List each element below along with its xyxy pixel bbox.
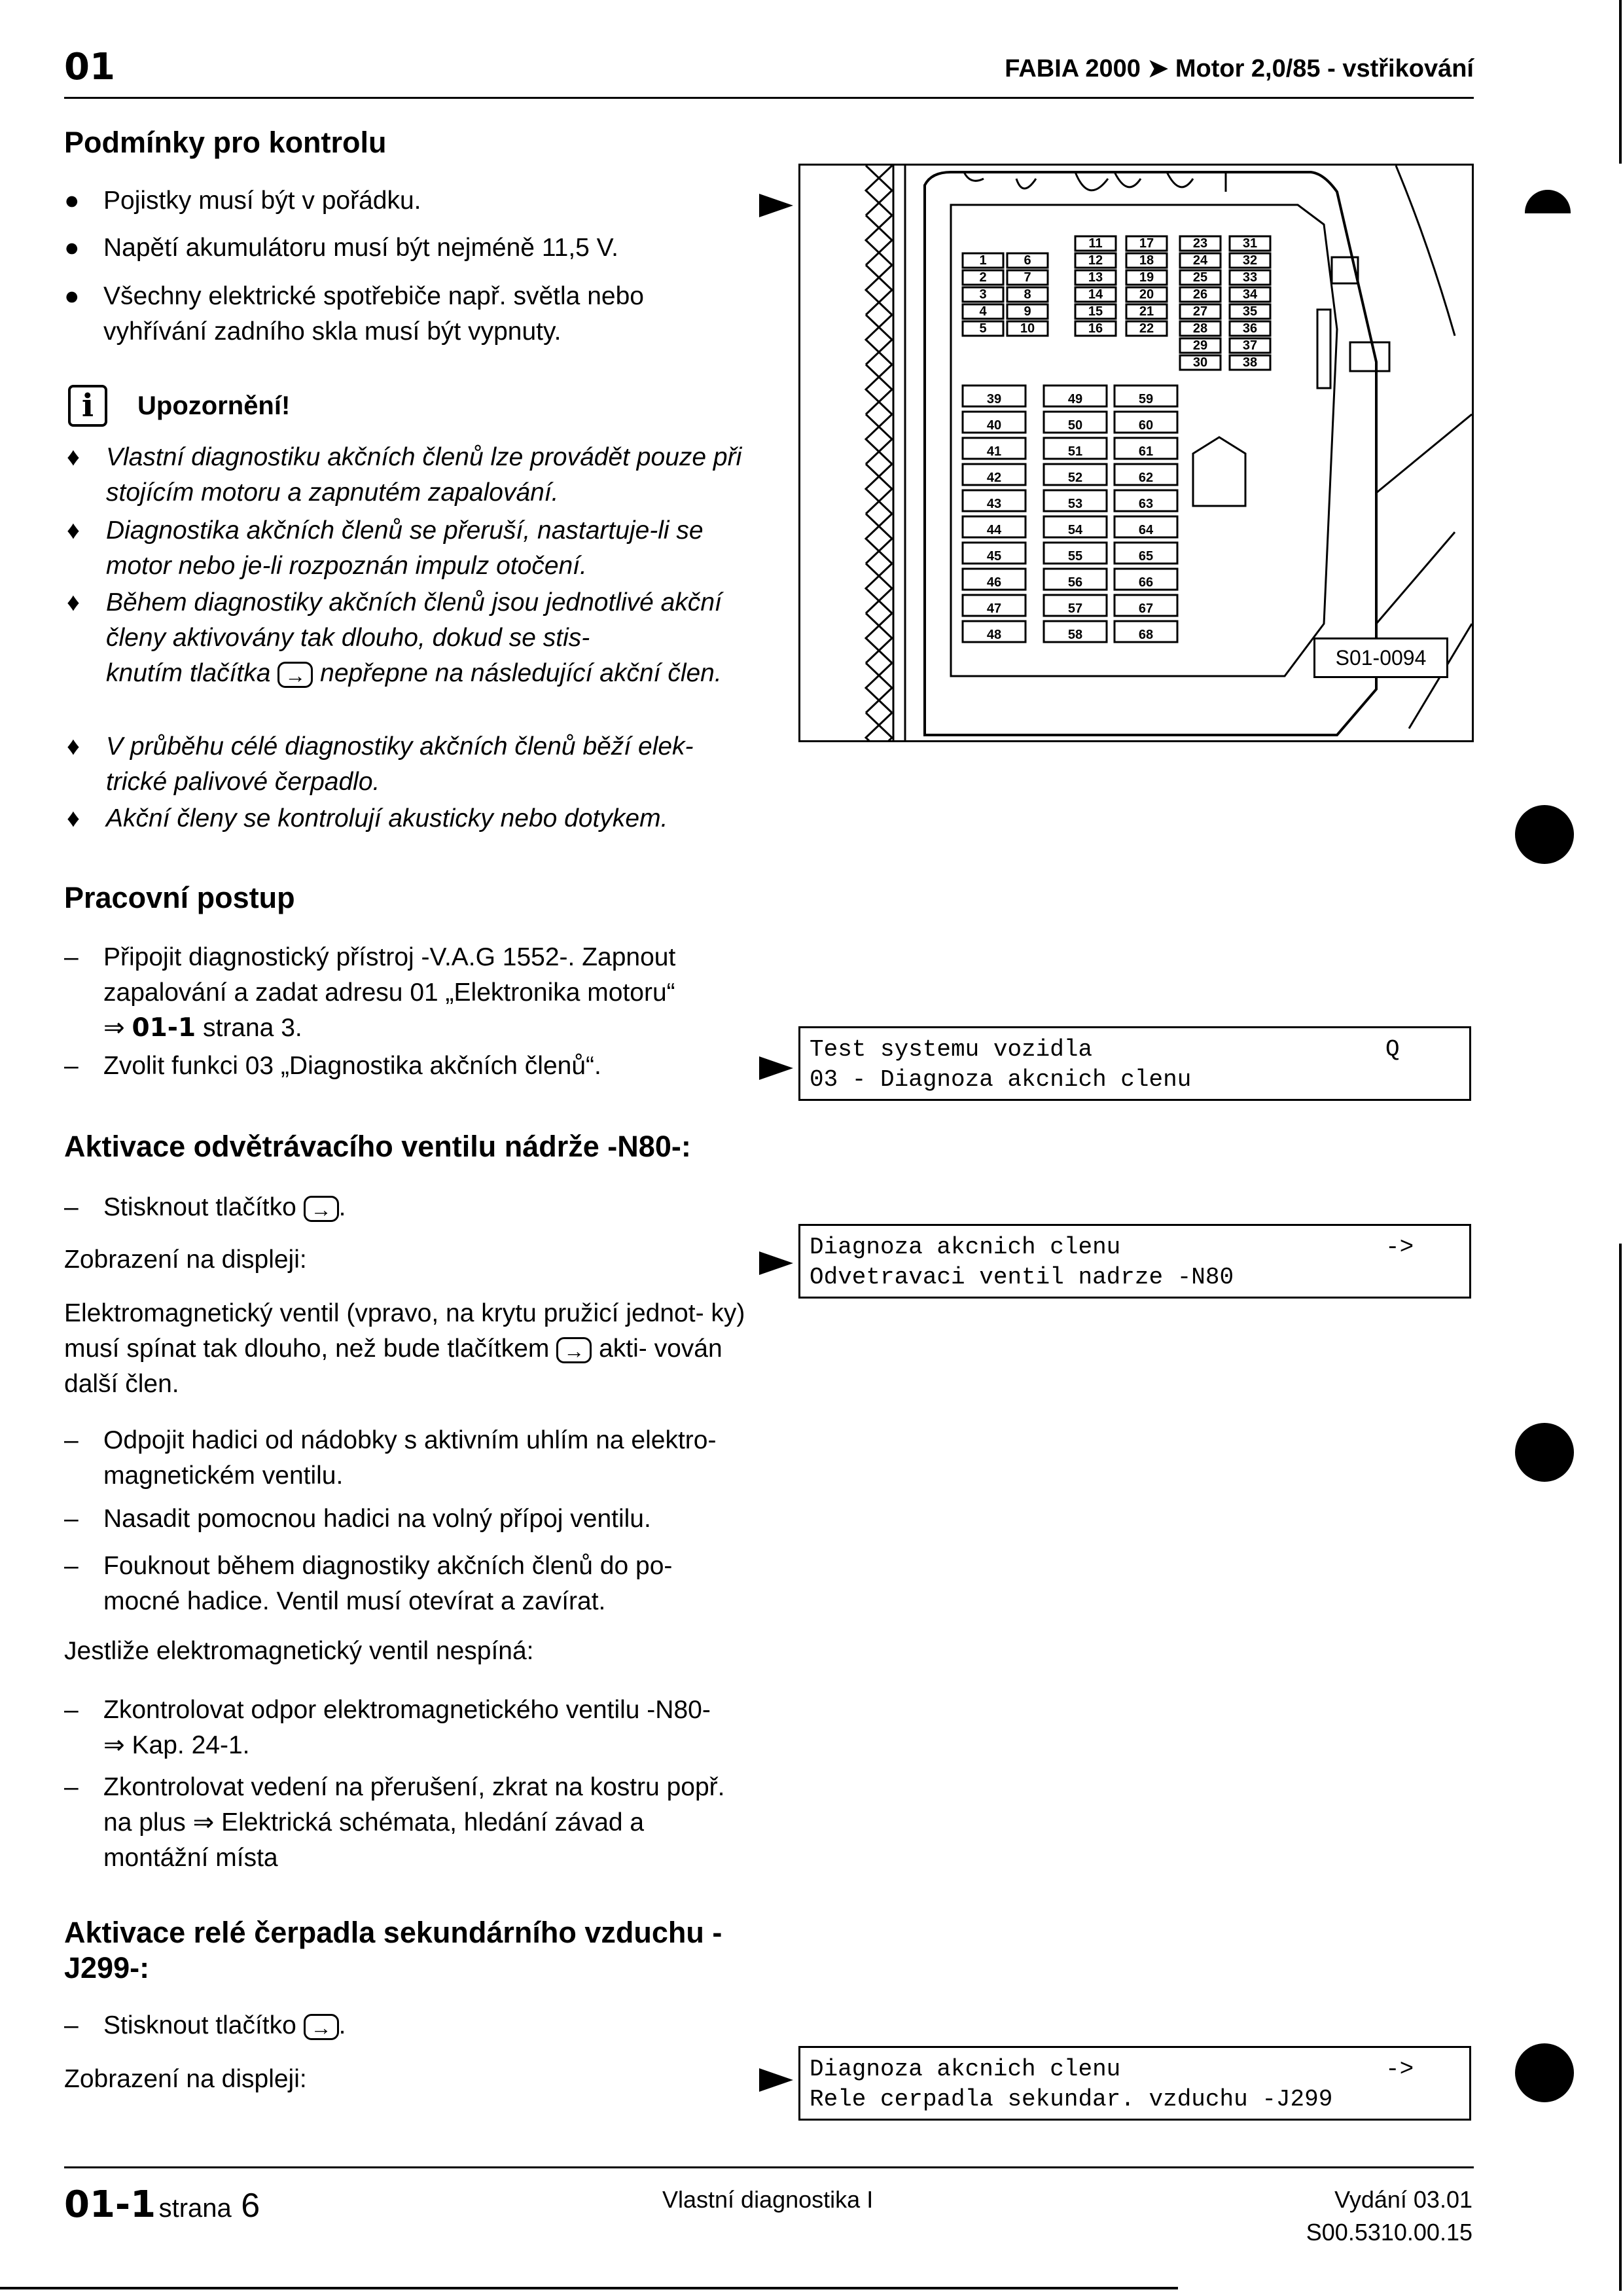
footer-rule bbox=[64, 2166, 1474, 2168]
fuse-number: 25 bbox=[1192, 270, 1208, 285]
fuse-number: 39 bbox=[986, 392, 1002, 406]
section-title-n80: Aktivace odvětrávacího ventilu nádrže -N80-: bbox=[64, 1130, 691, 1163]
fuse-number: 5 bbox=[979, 321, 987, 336]
header-rule bbox=[64, 97, 1474, 99]
list-item: ♦ Během diagnostiky akčních členů jsou jednotlivé akční členy aktivovány tak dlouho, dokud se stis- bbox=[106, 585, 747, 656]
list-item: – Zkontrolovat vedení na přerušení, zkrat na kostru popř. na plus ⇒ Elektrická schémata, hledání závad a montážní místa bbox=[103, 1770, 732, 1876]
fuse-number: 36 bbox=[1242, 321, 1258, 336]
dash-icon: – bbox=[64, 1426, 79, 1454]
fuse-number: 18 bbox=[1139, 253, 1154, 268]
fuse-number: 10 bbox=[1020, 321, 1035, 336]
fuse-number: 12 bbox=[1088, 253, 1103, 268]
lattice-segment bbox=[866, 713, 892, 740]
info-icon: i bbox=[68, 385, 107, 427]
fuse-number: 54 bbox=[1067, 523, 1083, 537]
fuse-number: 27 bbox=[1192, 304, 1208, 319]
diamond-bullet-icon: ♦ bbox=[67, 516, 80, 545]
fuse-number: 41 bbox=[986, 444, 1002, 459]
fuse-number: 52 bbox=[1067, 471, 1083, 485]
arrow-right-button-icon: → bbox=[556, 1337, 592, 1363]
fuse-number: 64 bbox=[1138, 523, 1154, 537]
fuse-number: 47 bbox=[986, 601, 1002, 616]
bullet-dot-icon bbox=[1515, 805, 1574, 864]
chapter-number: 01 bbox=[64, 46, 115, 88]
pointer-arrow-icon bbox=[759, 1251, 793, 1275]
fuse-number: 8 bbox=[1024, 287, 1031, 302]
note-title: Upozornění! bbox=[137, 391, 291, 420]
figure-label: S01-0094 bbox=[1313, 637, 1448, 678]
list-item: ● Pojistky musí být v pořádku. bbox=[103, 183, 732, 219]
pointer-arrow-icon bbox=[759, 2068, 793, 2092]
fuse-number: 28 bbox=[1192, 321, 1208, 336]
fuse-number: 33 bbox=[1242, 270, 1258, 285]
fuse-number: 48 bbox=[986, 628, 1002, 642]
diamond-bullet-icon: ♦ bbox=[67, 732, 80, 761]
pointer-arrow-icon bbox=[759, 1056, 793, 1080]
page-number: 01-1 strana 6 bbox=[64, 2183, 260, 2226]
bullet-icon: ● bbox=[64, 234, 80, 262]
fuse-number: 42 bbox=[986, 471, 1002, 485]
lattice-segment bbox=[866, 663, 892, 713]
dash-icon: – bbox=[64, 1052, 79, 1080]
scan-edge-mark bbox=[1619, 1244, 1622, 2291]
arrow-right-button-icon: → bbox=[304, 1196, 339, 1222]
dash-icon: – bbox=[64, 1696, 79, 1724]
lattice-segment bbox=[866, 215, 892, 265]
list-item: ♦ Akční členy se kontrolují akusticky nebo dotykem. bbox=[106, 801, 747, 836]
fuse-number: 29 bbox=[1192, 338, 1208, 353]
dash-icon: – bbox=[64, 1193, 79, 1221]
fuse-number: 13 bbox=[1088, 270, 1103, 285]
fuse-number: 20 bbox=[1139, 287, 1154, 302]
fuse-number: 31 bbox=[1242, 236, 1258, 251]
scan-edge-mark bbox=[1619, 0, 1622, 164]
fuse-number: 26 bbox=[1192, 287, 1208, 302]
fuse-number: 6 bbox=[1024, 253, 1031, 268]
bottom-edge-line bbox=[0, 2287, 1178, 2289]
fuse-number: 9 bbox=[1024, 304, 1031, 319]
fuse-number: 67 bbox=[1138, 601, 1154, 616]
arrow-right-button-icon: → bbox=[277, 662, 313, 688]
fuse-number: 68 bbox=[1138, 628, 1154, 642]
fuse-number: 38 bbox=[1242, 355, 1258, 370]
lattice-segment bbox=[866, 464, 892, 514]
running-head: FABIA 2000 ➤ Motor 2,0/85 - vstřikování bbox=[1005, 55, 1474, 82]
bullet-dot-icon bbox=[1515, 1423, 1574, 1482]
lattice-segment bbox=[866, 365, 892, 414]
lattice-segment bbox=[866, 564, 892, 613]
fuse-number: 61 bbox=[1138, 444, 1154, 459]
lattice-segment bbox=[866, 414, 892, 464]
list-item: – Stisknout tlačítko → . bbox=[103, 2008, 732, 2043]
fuse-number: 44 bbox=[986, 523, 1002, 537]
fuse-number: 46 bbox=[986, 575, 1002, 590]
lcd-display: Diagnoza akcnich clenu -> Rele cerpadla sekundar. vzduchu -J299 bbox=[798, 2046, 1471, 2121]
list-item: – Připojit diagnostický přístroj -V.A.G 1552-. Zapnout zapalování a zadat adresu 01 „Elektronika motoru“ ⇒ 01-1 strana 3. bbox=[103, 940, 732, 1046]
fuse-number: 65 bbox=[1138, 549, 1154, 564]
list-item: – Odpojit hadici od nádobky s aktivním uhlím na elektro- magnetickém ventilu. bbox=[103, 1423, 758, 1494]
bullet-dot-icon bbox=[1515, 2043, 1574, 2102]
lattice-segment bbox=[866, 613, 892, 663]
fuse-number: 3 bbox=[979, 287, 987, 302]
fuse-number: 1 bbox=[979, 253, 987, 268]
fuse-number: 57 bbox=[1067, 601, 1083, 616]
fuse-number: 55 bbox=[1067, 549, 1083, 564]
fuse-number: 7 bbox=[1024, 270, 1031, 285]
fuse-number: 62 bbox=[1138, 471, 1154, 485]
list-item-continued: knutím tlačítka → nepřepne na následující akční člen. bbox=[106, 659, 722, 687]
section-title-j299: Aktivace relé čerpadla sekundárního vzduchu -J299-: bbox=[64, 1916, 722, 1984]
list-item: ♦ Diagnostika akčních členů se přeruší, nastartuje-li se motor nebo je-li rozpoznán impulz otočení. bbox=[106, 513, 747, 584]
fuse-number: 15 bbox=[1088, 304, 1103, 319]
fuse-number: 51 bbox=[1067, 444, 1083, 459]
fuse-number: 59 bbox=[1138, 392, 1154, 406]
pointer-arrow-icon bbox=[759, 194, 793, 217]
list-item: – Stisknout tlačítko → . bbox=[103, 1190, 732, 1225]
fuse-number: 2 bbox=[979, 270, 987, 285]
bullet-icon: ● bbox=[64, 282, 80, 310]
list-item: ♦ V průběhu célé diagnostiky akčních členů běží elek- trické palivové čerpadlo. bbox=[106, 729, 747, 800]
fuse-number: 50 bbox=[1067, 418, 1083, 433]
fuse-number: 58 bbox=[1067, 628, 1083, 642]
lattice-segment bbox=[866, 514, 892, 564]
fuse-number: 22 bbox=[1139, 321, 1154, 336]
document-code: S00.5310.00.15 bbox=[1306, 2219, 1472, 2246]
diamond-bullet-icon: ♦ bbox=[67, 588, 80, 617]
paragraph: Elektromagnetický ventil (vpravo, na krytu pružicí jednot- ky) musí spínat tak dlouho, než bude tlačítkem → akti- vován další člen. bbox=[64, 1299, 745, 1398]
half-dot-icon bbox=[1525, 190, 1571, 213]
lcd-display: Test systemu vozidla Q 03 - Diagnoza akcnich clenu bbox=[798, 1026, 1471, 1101]
fuse-number: 16 bbox=[1088, 321, 1103, 336]
dash-icon: – bbox=[64, 943, 79, 971]
display-label: Zobrazení na displeji: bbox=[64, 1246, 307, 1274]
list-item: – Zkontrolovat odpor elektromagnetického ventilu -N80- ⇒ Kap. 24-1. bbox=[103, 1693, 758, 1763]
fuse-number: 40 bbox=[986, 418, 1002, 433]
footer-title: Vlastní diagnostika I bbox=[662, 2186, 874, 2213]
lattice-segment bbox=[866, 265, 892, 315]
lattice-segment bbox=[866, 315, 892, 365]
diamond-bullet-icon: ♦ bbox=[67, 804, 80, 833]
fuse-number: 30 bbox=[1192, 355, 1208, 370]
fuse-number: 19 bbox=[1139, 270, 1154, 285]
dash-icon: – bbox=[64, 1773, 79, 1801]
fuse-number: 63 bbox=[1138, 497, 1154, 511]
fuse-number: 66 bbox=[1138, 575, 1154, 590]
list-item: ● Všechny elektrické spotřebiče např. světla nebo vyhřívání zadního skla musí být vypnuty. bbox=[103, 279, 732, 350]
fuse-number: 37 bbox=[1242, 338, 1258, 353]
list-item: – Nasadit pomocnou hadici na volný přípoj ventilu. bbox=[103, 1501, 758, 1537]
fuse-number: 35 bbox=[1242, 304, 1258, 319]
list-item: ♦ Vlastní diagnostiku akčních členů lze provádět pouze při stojícím motoru a zapnutém zapalování. bbox=[106, 440, 747, 511]
diamond-bullet-icon: ♦ bbox=[67, 443, 80, 471]
lattice-segment bbox=[866, 166, 892, 215]
fuse-number: 17 bbox=[1139, 236, 1154, 251]
fuse-number: 56 bbox=[1067, 575, 1083, 590]
dash-icon: – bbox=[64, 2011, 79, 2039]
fuse-number: 45 bbox=[986, 549, 1002, 564]
list-item: – Fouknout během diagnostiky akčních členů do po- mocné hadice. Ventil musí otevírat a zavírat. bbox=[103, 1549, 732, 1619]
fuse-number: 49 bbox=[1067, 392, 1083, 406]
fuse-number: 14 bbox=[1088, 287, 1103, 302]
list-item: ● Napětí akumulátoru musí být nejméně 11,5 V. bbox=[103, 230, 732, 266]
fuse-number: 60 bbox=[1138, 418, 1154, 433]
fuse-number: 23 bbox=[1192, 236, 1208, 251]
display-label: Zobrazení na displeji: bbox=[64, 2065, 307, 2093]
fuse-number: 24 bbox=[1192, 253, 1208, 268]
dash-icon: – bbox=[64, 1505, 79, 1533]
fuse-number: 32 bbox=[1242, 253, 1258, 268]
section-title-conditions: Podmínky pro kontrolu bbox=[64, 126, 387, 159]
lcd-display: Diagnoza akcnich clenu -> Odvetravaci ventil nadrze -N80 bbox=[798, 1224, 1471, 1299]
fuse-number: 43 bbox=[986, 497, 1002, 511]
fuse-number: 53 bbox=[1067, 497, 1083, 511]
section-title-procedure: Pracovní postup bbox=[64, 881, 295, 914]
fuse-number: 34 bbox=[1242, 287, 1258, 302]
paragraph: Jestliže elektromagnetický ventil nespíná: bbox=[64, 1637, 534, 1665]
fuse-number: 4 bbox=[979, 304, 987, 319]
fuse-number: 11 bbox=[1088, 236, 1103, 251]
dash-icon: – bbox=[64, 1552, 79, 1580]
bullet-icon: ● bbox=[64, 187, 80, 215]
list-item: – Zvolit funkci 03 „Diagnostika akčních členů“. bbox=[103, 1049, 732, 1084]
fuse-number: 21 bbox=[1139, 304, 1154, 319]
edition: Vydání 03.01 bbox=[1334, 2186, 1472, 2213]
arrow-right-button-icon: → bbox=[304, 2014, 339, 2040]
